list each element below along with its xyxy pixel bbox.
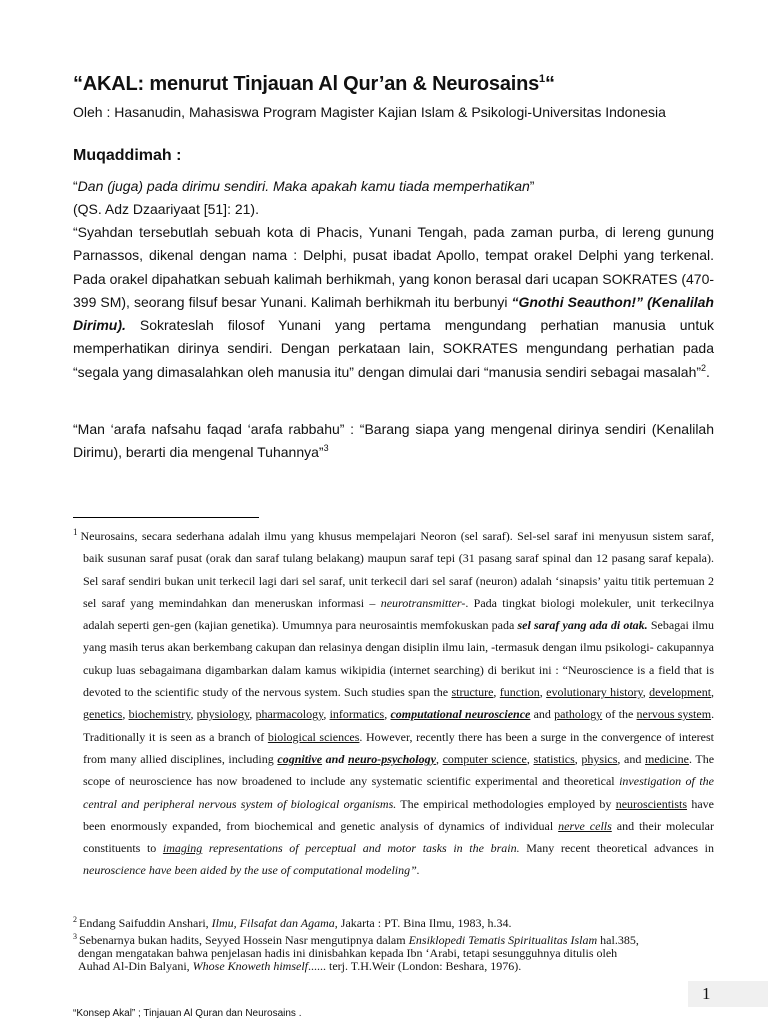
title-closing-quote: “: [544, 73, 555, 95]
footnote-3: $^3$ Sebenarnya bukan hadits, Seyyed Hossein Nasr mengutipnya dalam Ensiklopedi Tematis Spiritualitas Islam hal.385, dengan mengatakan bahwa penjelasan hadis ini dinisbahkan kepada Ibn ‘Arabi, tetapi sesungguhnya ditulis oleh Auhad Al-Din Balyani, Whose Knoweth himself...... terj. T.H.Weir (London: Beshara, 1976).: [73, 932, 639, 973]
link-nerve-cells[interactable]: nerve cells: [558, 818, 612, 833]
footnote-3-number: 3: [73, 932, 77, 941]
running-footer: “Konsep Akal” ; Tinjauan Al Quran dan Neurosains .: [73, 1008, 302, 1019]
section-heading: Muqaddimah :: [73, 147, 182, 164]
link-structure[interactable]: structure: [451, 685, 494, 700]
link-pathology[interactable]: pathology: [554, 707, 603, 722]
quote-citation: (QS. Adz Dzaariyaat [51]: 21).: [73, 201, 259, 218]
link-imaging[interactable]: imaging: [162, 841, 203, 856]
link-medicine[interactable]: medicine: [644, 751, 689, 766]
body-paragraph-2: “Man ‘arafa nafsahu faqad ‘arafa rabbahu” : “Barang siapa yang mengenal dirinya sendiri (Kenalilah Dirimu), berarti dia mengenal Tuhannya”$^3$: [73, 421, 714, 461]
link-statistics[interactable]: statistics: [533, 751, 575, 766]
document-title: [73, 72, 713, 96]
quote-text: Dan (juga) pada dirimu sendiri. Maka apakah kamu tiada memperhatikan: [77, 178, 530, 194]
link-cognitive[interactable]: cognitive: [277, 751, 323, 766]
body-paragraph-1: “Syahdan tersebutlah sebuah kota di Phacis, Yunani Tengah, pada zaman purba, di lereng gunung Parnassos, dikenal dengan nama : Delphi, pusat ibadat Apollo, tempat orakel Delphi yang terkenal. Pada orakel dipahatkan sebuah kalimah berhikmah, yang konon berasal dari ucapan SOKRATES (470-399 SM), seorang filsuf besar Yunani. Kalimah berhikmah itu berbunyi “Gnothi Seauthon!” (Kenalilah Dirimu). Sokrateslah filosof Yunani yang pertama mengundang perhatian manusia untuk memperhatikan dirinya sendiri. Dengan perkataan lain, SOKRATES mengundang perhatian pada “segala yang dimasalahkan oleh manusia itu” dengan dimulai dari “manusia sendiri sebagai masalah”$^2$.: [73, 224, 715, 380]
link-pharmacology[interactable]: pharmacology: [255, 707, 324, 722]
footnote-ref-3[interactable]: 3: [323, 443, 329, 454]
footnote-separator: [73, 517, 259, 518]
link-computational-neuroscience[interactable]: computational neuroscience: [390, 707, 531, 722]
page-number: 1: [702, 984, 711, 1003]
link-informatics[interactable]: informatics: [329, 707, 385, 722]
link-physiology[interactable]: physiology: [196, 707, 250, 722]
link-physics[interactable]: physics: [581, 751, 618, 766]
footnote-2: $^2$ Endang Saifuddin Anshari, Ilmu, Filsafat dan Agama, Jakarta : PT. Bina Ilmu, 1983, h.34.: [73, 915, 512, 930]
title-text: “AKAL: menurut Tinjauan Al Qur’an & Neurosains: [73, 73, 540, 95]
link-function[interactable]: function: [499, 685, 540, 700]
link-computer-science[interactable]: computer science: [442, 751, 527, 766]
quran-quote: “Dan (juga) pada dirimu sendiri. Maka apakah kamu tiada memperhatikan” (QS. Adz Dzaariyaat [51]: 21).: [73, 178, 535, 218]
link-biological-sciences[interactable]: biological sciences: [267, 729, 360, 744]
link-nervous-system[interactable]: nervous system: [636, 707, 712, 722]
author-byline: Oleh : Hasanudin, Mahasiswa Program Magister Kajian Islam & Psikologi-Universitas Indonesia: [73, 104, 666, 120]
link-genetics[interactable]: genetics: [83, 707, 123, 722]
link-biochemistry[interactable]: biochemistry: [128, 707, 191, 722]
link-development[interactable]: development: [649, 685, 712, 700]
footnote-ref-1[interactable]: 1: [539, 73, 545, 85]
footnote-1: $^1$ Neurosains, secara sederhana adalah ilmu yang khusus mempelajari Neoron (sel saraf). Sel-sel saraf ini menyusun sistem saraf, baik susunan saraf pusat (orak dan saraf tulang belakang) maupun saraf tepi (31 pasang saraf spinal dan 12 pasang saraf kepala). Sel saraf sendiri bukan unit terkecil lagi dari sel saraf, unit terkecil dari sel saraf (neuron) adalah ‘sinapsis’ yaitu titik pertemuan 2 sel saraf yang memindahkan dan meneruskan informasi – neurotransmitter-. Pada tingkat biologi molekuler, unit terkecilnya adalah seperti gen-gen (kajian genetika). Umumnya para neurosaintis memfokuskan pada sel saraf yang ada di otak. Sebagai ilmu yang masih terus akan berkembang cakupan dan relasinya dengan disiplin ilmu lain, -termasuk dengan ilmu psikologi- cakupannya cukup luas sebagaimana digambarkan dalam kamus wikipidia (internet searching) di berikut ini : “Neuroscience is a field that is devoted to the scientific study of the nervous system. Such studies span the structure, function, evolutionary history, development, genetics, biochemistry, physiology, pharmacology, informatics, computational neuroscience and pathology of the nervous system. Traditionally it is seen as a branch of biological sciences. However, recently there has been a surge in the convergence of interest from many allied disciplines, including cognitive and neuro-psychology, computer science, statistics, physics, and medicine. The scope of neuroscience has now broadened to include any systematic scientific experimental and theoretical investigation of the central and peripheral nervous system of biological organisms. The empirical methodologies employed by neuroscientists have been enormously expanded, from biochemical and genetic analysis of dynamics of individual nerve cells and their molecular constituents to imaging representations of perceptual and motor tasks in the brain. Many recent theoretical advances in neuroscience have been aided by the use of computational modeling”.: [73, 527, 715, 878]
page-number-box: [688, 981, 768, 1007]
footnote-ref-2[interactable]: 2: [701, 362, 707, 373]
footnote-2-number: 2: [73, 915, 77, 924]
footnote-1-number: 1: [73, 527, 78, 537]
link-neuroscientists[interactable]: neuroscientists: [615, 796, 688, 811]
emphasis-gnothi-seauthon: “Gnothi Seauthon!” (Kenalilah Dirimu).: [73, 293, 714, 334]
link-neuro-psychology[interactable]: neuro-psychology: [347, 751, 436, 766]
link-evolutionary-history[interactable]: evolutionary history: [546, 685, 643, 700]
